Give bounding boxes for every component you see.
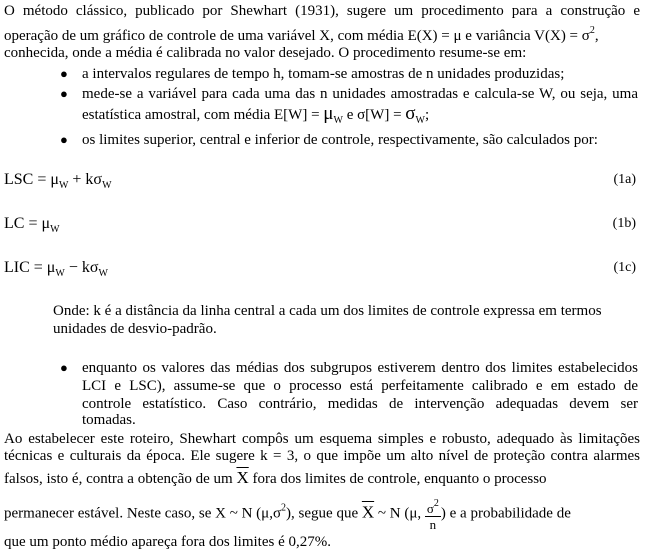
eq-lhs: LIC <box>4 259 30 276</box>
closing-line-4-text: ), segue que <box>286 505 362 522</box>
bullet-2-line-2 <box>82 105 429 130</box>
eq-sub: W <box>50 224 60 235</box>
sigma-squared-sup: 2 <box>433 498 439 509</box>
eq-sub: W <box>102 180 112 191</box>
closing-line-4-text: ) e a probabilidade de <box>440 505 571 522</box>
closing-line-3-wrap <box>4 469 547 488</box>
bullet-2-line-1: mede-se a variável para cada uma das n unidades amostradas e calcula-se W, ou seja, uma <box>82 86 638 102</box>
bullet-dot: ● <box>60 86 68 101</box>
sigma-subscript: W <box>415 115 425 126</box>
eq-lhs: LC <box>4 215 25 232</box>
x-bar-symbol: $\overline{X}$ <box>236 468 249 487</box>
intro-line-2-end: , <box>594 28 599 44</box>
sigma-squared-sup: 2 <box>589 25 595 36</box>
bullet-dot: ● <box>60 132 68 147</box>
eq-lhs: LSC <box>4 171 34 188</box>
bullet-dot: ● <box>60 360 68 375</box>
intro-line-2 <box>4 22 640 45</box>
equation-number: (1c) <box>613 260 636 275</box>
bullet-dot: ● <box>60 66 68 81</box>
sigma-symbol: σ <box>405 103 416 124</box>
equation-number: (1a) <box>613 172 636 187</box>
sigma-symbol: σ <box>426 501 434 516</box>
closing-line-4-text: ~ N (μ, <box>374 505 425 522</box>
bullet-3-text: os limites superior, central e inferior de controle, respectivamente, são calculados por: <box>82 132 598 148</box>
bullet-4-line-2: LCI e LSC), assume-se que o processo está perfeitamente calibrado e em estado de <box>82 378 638 394</box>
intro-line-2-text: operação de um gráfico de controle de uma variável X, com média E(X) = μ e variância V(X) = σ <box>4 28 590 44</box>
onde-line-2: unidades de desvio-padrão. <box>53 321 217 337</box>
closing-line-3-text: fora dos limites de controle, enquanto o processo <box>248 471 547 487</box>
fraction-numerator <box>425 496 441 517</box>
closing-line-4-text: permanecer estável. Neste caso, se X ~ N (μ,σ <box>4 505 282 522</box>
closing-line-1: Ao estabelecer este roteiro, Shewhart compôs um esquema simples e robusto, adequado às limitações <box>4 431 640 447</box>
eq-rhs: − kσ <box>64 259 99 276</box>
closing-line-3 <box>4 469 642 488</box>
equation-lic <box>4 258 108 284</box>
intro-line-1: O método clássico, publicado por Shewhart (1931), sugere um procedimento para a construção e <box>4 3 640 19</box>
equation-lsc <box>4 170 112 196</box>
x-bar-symbol: $\overline{X}$ <box>361 502 375 522</box>
eq-rhs: = μ <box>33 171 59 188</box>
eq-sub: W <box>55 268 65 279</box>
eq-rhs: = μ <box>29 259 56 276</box>
bullet-4-line-1: enquanto os valores das médias dos subgrupos estiverem dentro dos limites estabelecidos <box>82 360 638 376</box>
eq-sub: W <box>58 180 69 191</box>
bullet-4-line-3: controle estatístico. Caso contrário, medidas de intervenção adequadas devem ser <box>82 396 638 412</box>
intro-line-3: conhecida, onde a média é calibrada no valor desejado. O procedimento resume-se em: <box>4 45 527 61</box>
mu-symbol: μ <box>323 103 334 124</box>
equation-lc <box>4 214 60 240</box>
bullet-2-text-b: e σ[W] = <box>342 107 406 123</box>
sigma-squared-sup: 2 <box>281 502 287 514</box>
bullet-2-text-a: estatística amostral, com média E[W] = <box>82 107 324 123</box>
eq-rhs: = μ <box>24 215 51 232</box>
bullet-1-text: a intervalos regulares de tempo h, tomam-se amostras de n unidades produzidas; <box>82 66 565 82</box>
closing-line-5: que um ponto médio apareça fora dos limites é 0,27%. <box>4 534 331 550</box>
closing-line-3-text: falsos, isto é, contra a obtenção de um <box>4 471 237 487</box>
equation-number: (1b) <box>612 216 636 231</box>
closing-line-2: técnicas e culturais da época. Ele sugere k = 3, o que impõe um alto nível de proteção contra alarmes <box>4 448 640 464</box>
bullet-4-line-4: tomadas. <box>82 412 136 428</box>
eq-sub: W <box>98 268 108 279</box>
mu-subscript: W <box>333 115 343 126</box>
onde-line-1: Onde: k é a distância da linha central a cada um dos limites de controle expressa em termos <box>53 303 602 319</box>
sigma-squared-over-n-fraction <box>425 496 441 532</box>
closing-line-4 <box>4 496 642 532</box>
eq-rhs: + kσ <box>68 171 103 188</box>
fraction-denominator: n <box>429 517 437 532</box>
bullet-2-text-c: ; <box>425 107 430 123</box>
